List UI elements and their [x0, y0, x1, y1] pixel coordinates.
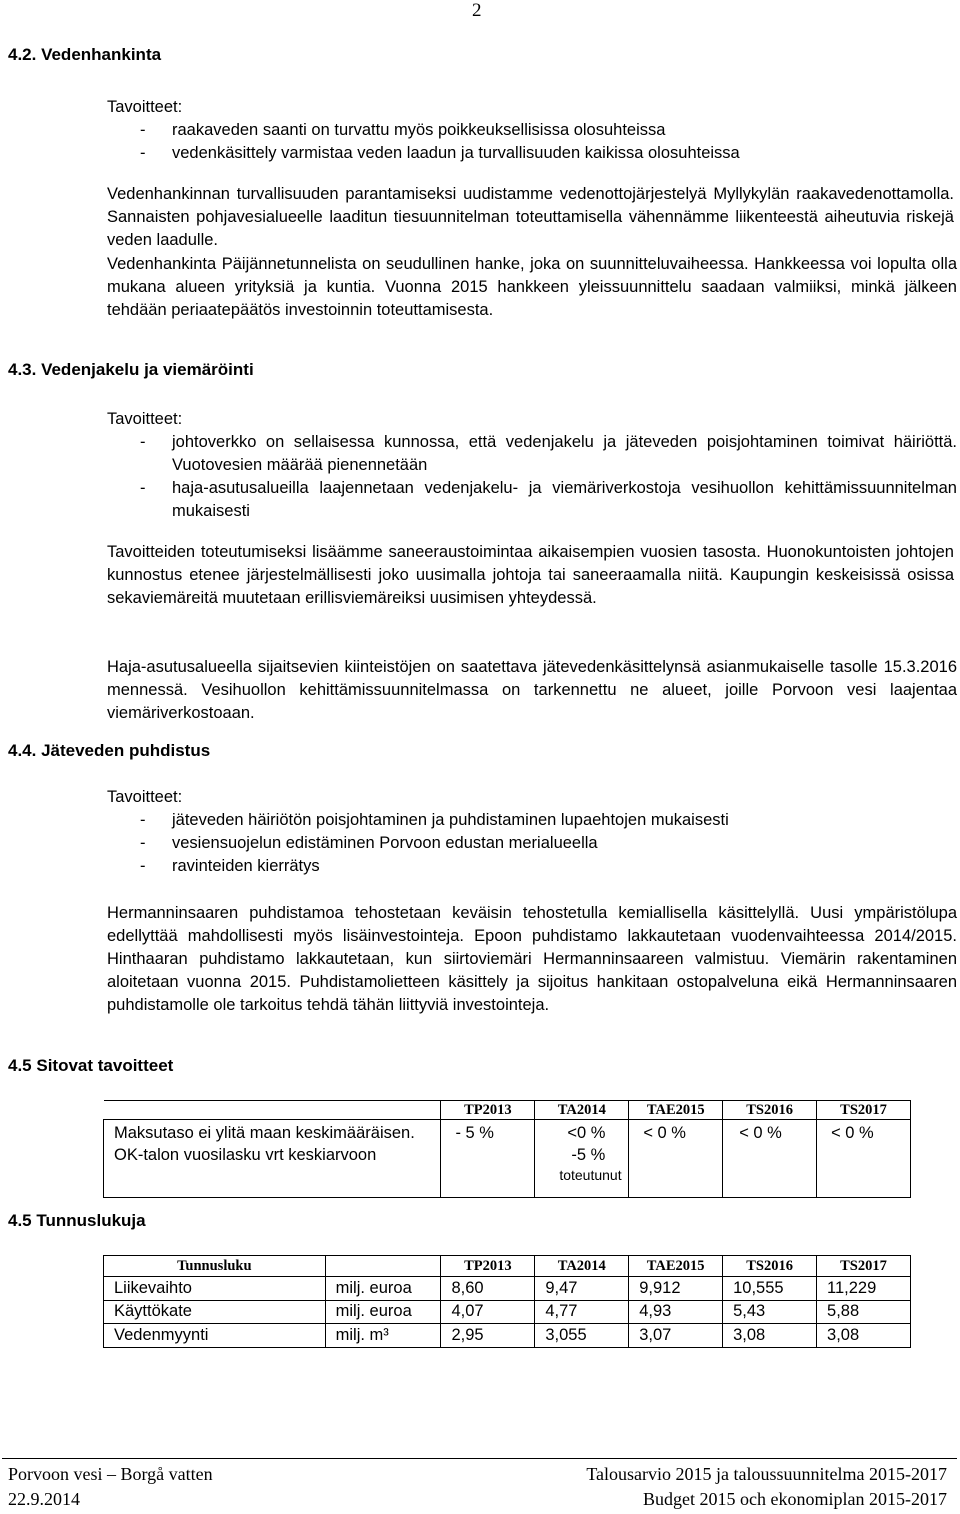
table-header: TP2013	[441, 1101, 535, 1120]
table-cell: < 0 %	[723, 1120, 817, 1198]
table-cell: 4,77	[535, 1300, 629, 1324]
table-cell: 10,555	[723, 1277, 817, 1301]
table-header-empty	[104, 1101, 441, 1120]
goals-label: Tavoitteet:	[107, 410, 183, 428]
footer-date: 22.9.2014	[8, 1489, 80, 1509]
table-cell-ta2014	[535, 1120, 629, 1198]
table-row	[104, 1120, 911, 1198]
goals-list	[140, 119, 960, 165]
table-header: TS2017	[817, 1256, 911, 1277]
footer-budget-title-fi: Talousarvio 2015 ja taloussuunnitelma 2015-2017	[586, 1464, 947, 1484]
table-header: TP2013	[441, 1256, 535, 1277]
section-heading-tunnuslukuja: 4.5 Tunnuslukuja	[8, 1211, 146, 1230]
table-cell: 3,07	[629, 1324, 723, 1348]
table-cell: - 5 %	[441, 1120, 535, 1198]
table-cell: 9,47	[535, 1277, 629, 1301]
table-cell-label: Maksutaso ei ylitä maan keskimääräisen. OK-talon vuosilasku vrt keskiarvoon	[104, 1120, 441, 1198]
list-item: - jäteveden häiriötön poisjohtaminen ja puhdistaminen lupaehtojen mukaisesti	[140, 809, 960, 832]
table-cell: < 0 %	[817, 1120, 911, 1198]
page-number: 2	[472, 0, 482, 21]
section-heading-vedenjakelu: 4.3. Vedenjakelu ja viemäröinti	[8, 360, 254, 379]
table-row	[104, 1277, 911, 1301]
section-heading-vedenhankinta: 4.2. Vedenhankinta	[8, 45, 162, 64]
paragraph: Haja-asutusalueella sijaitsevien kiinteistöjen on saatettava jätevedenkäsittelynsä asianmukaiselle tasolle 15.3.2016 mennessä. Vesihuollon kehittämissuunnitelmassa on tarkennettu ne alueet, joille Porvoon vesi laajentaa viemäriverkostoaan.	[107, 658, 957, 722]
binding-targets-table	[103, 1100, 911, 1198]
table-header: TA2014	[535, 1256, 629, 1277]
list-item: - johtoverkko on sellaisessa kunnossa, että vedenjakelu ja jäteveden poisjohtaminen toimivat häiriöttä. Vuotovesien määrää pienennetään	[140, 431, 957, 477]
table-cell: 5,43	[723, 1300, 817, 1324]
goals-label: Tavoitteet:	[107, 788, 183, 806]
value-note: toteutunut	[559, 1167, 622, 1183]
list-item: - raakaveden saanti on turvattu myös poikkeuksellisissa olosuhteissa	[140, 119, 960, 142]
list-item: - vedenkäsittely varmistaa veden laadun ja turvallisuuden kaikissa olosuhteissa	[140, 142, 960, 165]
goals-list	[140, 431, 957, 523]
goals-list	[140, 809, 960, 878]
table-header: TS2016	[723, 1256, 817, 1277]
table-row	[104, 1324, 911, 1348]
paragraph: Vedenhankinnan turvallisuuden parantamiseksi uudistamme vedenottojärjestelyä Myllykylän raakavedenottamolla. Sannaisten pohjavesialueelle laaditun tiesuunnitelman toteuttamisella vähennämme liikenteestä aiheutuvia riskejä veden laadulle.	[107, 185, 954, 249]
table-cell: < 0 %	[629, 1120, 723, 1198]
table-cell: 9,912	[629, 1277, 723, 1301]
table-header	[325, 1256, 441, 1277]
table-cell: Käyttökate	[104, 1300, 326, 1324]
table-cell: 3,08	[723, 1324, 817, 1348]
key-figures-table	[103, 1255, 911, 1348]
table-header: Tunnusluku	[104, 1256, 326, 1277]
table-cell: milj. euroa	[325, 1300, 441, 1324]
table-cell: milj. euroa	[325, 1277, 441, 1301]
goals-label: Tavoitteet:	[107, 98, 183, 116]
paragraph: Tavoitteiden toteutumiseksi lisäämme saneeraustoimintaa aikaisempien vuosien tasosta. Huonokuntoisten johtojen kunnostus etenee järjestelmällisesti joko uusimalla johtoja tai saneeraamalla niitä. Kaupungin keskeisissä osissa sekaviemäreitä muutetaan erillisviemäreiksi uusimisen yhteydessä.	[107, 543, 954, 607]
section-heading-jateveden-puhdistus: 4.4. Jäteveden puhdistus	[8, 741, 211, 760]
table-header: TA2014	[535, 1101, 629, 1120]
list-item: - vesiensuojelun edistäminen Porvoon edustan merialueella	[140, 832, 960, 855]
footer-organization: Porvoon vesi – Borgå vatten	[8, 1464, 213, 1484]
table-cell: 3,055	[535, 1324, 629, 1348]
value-secondary: -5 %	[571, 1146, 606, 1164]
paragraph: Hermanninsaaren puhdistamoa tehostetaan keväisin tehostetulla kemiallisella käsittelyllä. Uusi ympäristölupa edellyttää mahdollisesti myös lisäinvestointeja. Epoon puhdistamo lakkautetaan vuodenvaihteessa 2014/2015. Hinthaaran puhdistamo lakkautetaan, kun siirtoviemäri Hermanninsaareen valmistuu. Viemärin rakentaminen aloitetaan vuonna 2015. Puhdistamolietteen käsittely ja sijoitus hankitaan ostopalveluna eikä Hermanninsaaren puhdistamolle ole tarkoitus tehdä tähän liittyviä investointeja.	[107, 904, 957, 1014]
table-cell: 3,08	[817, 1324, 911, 1348]
table-header: TS2017	[817, 1101, 911, 1120]
table-cell: 4,93	[629, 1300, 723, 1324]
table-header: TAE2015	[629, 1256, 723, 1277]
table-cell: 11,229	[817, 1277, 911, 1301]
table-cell: 4,07	[441, 1300, 535, 1324]
table-cell: Vedenmyynti	[104, 1324, 326, 1348]
table-cell: milj. m³	[325, 1324, 441, 1348]
list-item: - haja-asutusalueilla laajennetaan vedenjakelu- ja viemäriverkostoja vesihuollon kehittämissuunnitelman mukaisesti	[140, 477, 957, 523]
table-cell: 8,60	[441, 1277, 535, 1301]
table-header: TS2016	[723, 1101, 817, 1120]
table-row	[104, 1300, 911, 1324]
list-item: - ravinteiden kierrätys	[140, 855, 960, 878]
table-cell: 5,88	[817, 1300, 911, 1324]
value-primary: <0 %	[567, 1124, 606, 1142]
table-cell: 2,95	[441, 1324, 535, 1348]
table-header: TAE2015	[629, 1101, 723, 1120]
footer-budget-title-sv: Budget 2015 och ekonomiplan 2015-2017	[643, 1489, 947, 1509]
table-cell: Liikevaihto	[104, 1277, 326, 1301]
footer-divider	[2, 1458, 957, 1459]
section-heading-sitovat-tavoitteet: 4.5 Sitovat tavoitteet	[8, 1056, 174, 1075]
paragraph: Vedenhankinta Päijännetunnelista on seudullinen hanke, joka on suunnitteluvaiheessa. Hankkeessa voi lopulta olla mukana alueen yrityksiä ja kuntia. Vuonna 2015 hankkeen yleissuunnittelu saadaan valmiiksi, minkä jälkeen tehdään periaatepäätös investoinnin toteuttamisesta.	[107, 255, 957, 319]
